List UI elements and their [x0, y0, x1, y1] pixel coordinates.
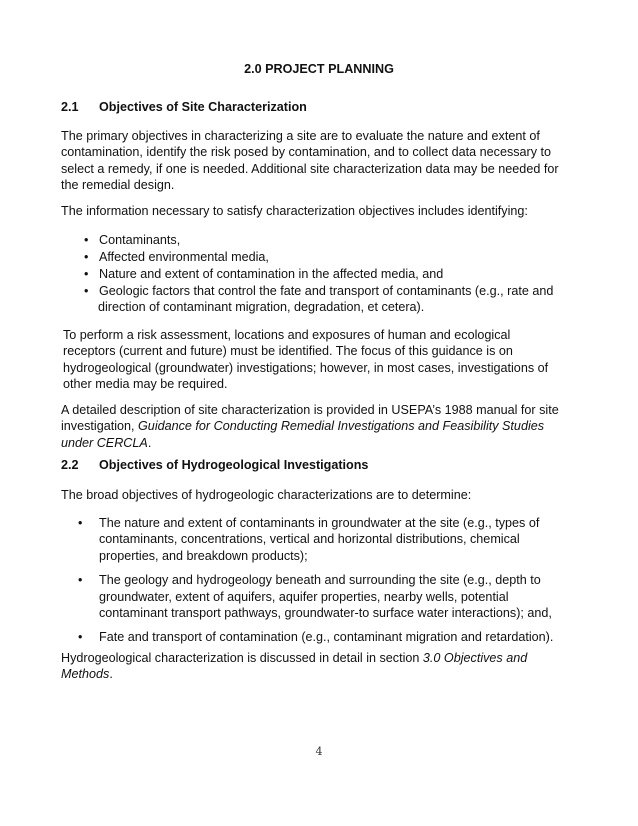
- list-item: • The nature and extent of contaminants in groundwater at the site (e.g., types of contaminants, concentrations, vertical and horizontal distributions, chemical properties, and breakdown products);: [78, 516, 540, 563]
- bullet-icon: •: [78, 630, 83, 645]
- list-item: • Affected environmental media,: [84, 249, 269, 264]
- bullet-icon: •: [84, 233, 89, 247]
- paragraph: A detailed description of site characterization is provided in USEPA’s 1988 manual for site investigation, Guidance for Conducting Remedial Investigations and Feasibility Studies under CERCLA.: [61, 403, 559, 450]
- bullet-icon: •: [78, 573, 83, 588]
- page-title: 2.0 PROJECT PLANNING: [244, 62, 394, 76]
- bullet-list: [78, 515, 554, 654]
- list-item: • Geologic factors that control the fate and transport of contaminants (e.g., rate and direction of contaminant migration, degradation, et cetera).: [84, 283, 554, 315]
- list-item: • The geology and hydrogeology beneath and surrounding the site (e.g., depth to groundwater, extent of aquifers, aquifer properties, nearby wells, potential contaminant transport pathways, groundwater-to surface water interactions); and,: [78, 573, 552, 621]
- paragraph: The primary objectives in characterizing a site are to evaluate the nature and extent of contamination, identify the risk posed by contamination, and to collect data necessary to select a remedy, if one is needed. Additional site characterization data may be needed for the remedial design.: [61, 129, 559, 193]
- section-heading-2-1: [61, 100, 307, 114]
- document-citation: Guidance for Conducting Remedial Investigations and Feasibility Studies under CERCLA: [61, 419, 545, 450]
- bullet-icon: •: [78, 516, 83, 530]
- paragraph: The information necessary to satisfy characterization objectives includes identifying:: [61, 204, 528, 218]
- paragraph: The broad objectives of hydrogeologic characterizations are to determine:: [61, 488, 472, 502]
- list-item: • Contaminants,: [84, 233, 181, 247]
- bullet-icon: •: [84, 266, 89, 281]
- section-number: 2.2: [61, 458, 79, 472]
- bullet-list: [84, 232, 560, 316]
- list-item: • Nature and extent of contamination in the affected media, and: [84, 266, 444, 281]
- bullet-icon: •: [84, 283, 89, 298]
- paragraph: Hydrogeological characterization is discussed in detail in section 3.0 Objectives and Methods.: [61, 651, 528, 682]
- bullet-icon: •: [84, 249, 89, 264]
- paragraph: To perform a risk assessment, locations and exposures of human and ecological receptors (current and future) must be identified. The focus of this guidance is on hydrogeological (groundwater) investigations; however, in most cases, investigations of other media may be required.: [63, 328, 549, 392]
- section-title: Objectives of Site Characterization: [99, 100, 307, 114]
- section-heading-2-2: [61, 458, 368, 472]
- section-number: 2.1: [61, 100, 79, 114]
- section-reference: 3.0 Objectives and Methods: [61, 651, 528, 682]
- section-title: Objectives of Hydrogeological Investigations: [99, 458, 369, 472]
- list-item: • Fate and transport of contamination (e.g., contaminant migration and retardation).: [78, 630, 554, 645]
- page-number: 4: [315, 745, 323, 758]
